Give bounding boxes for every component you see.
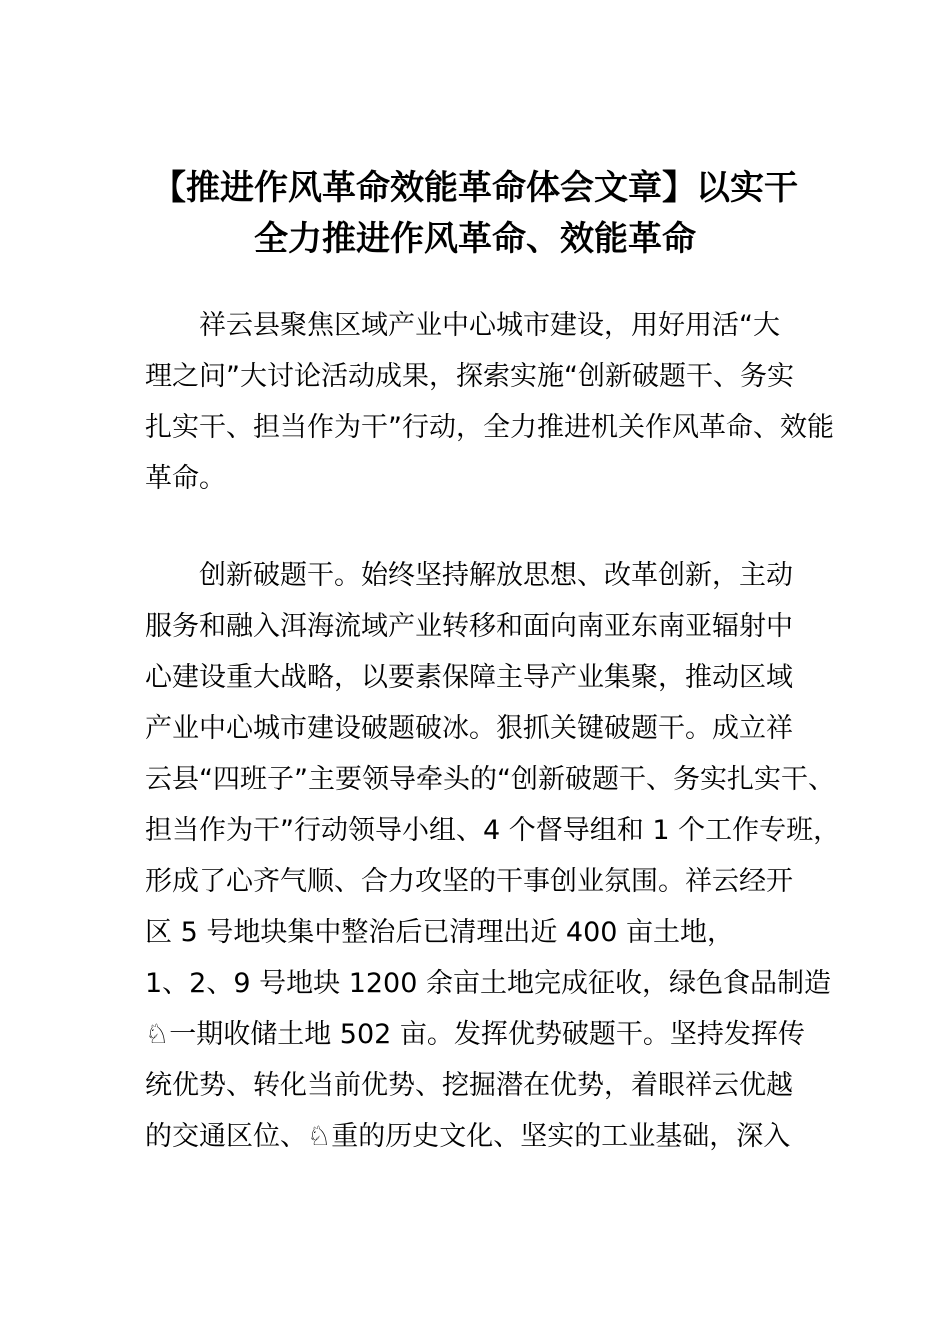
paragraph-line: 理之问”大讨论活动成果，探索实施“创新破题干、务实 xyxy=(145,361,794,392)
paragraph-line: 革命。 xyxy=(145,463,226,494)
paragraph-line: 云县“四班子”主要领导牵头的“创新破题干、务实扎实干、 xyxy=(145,764,835,795)
paragraph-line: 祥云县聚焦区域产业中心城市建设，用好用活“大 xyxy=(199,310,780,341)
document-title-line-2: 全力推进作风革命、效能革命 xyxy=(254,219,696,259)
paragraph-line: 心建设重大战略，以要素保障主导产业集聚，推动区域 xyxy=(145,662,793,693)
paragraph-line: 1、2、9 号地块 1200 余亩土地完成征收，绿色食品制造 xyxy=(145,968,831,999)
paragraph-line: ♘一期收储土地 502 亩。发挥优势破题干。坚持发挥传 xyxy=(145,1019,805,1050)
paragraph-line: 形成了心齐气顺、合力攻坚的干事创业氛围。祥云经开 xyxy=(145,866,793,897)
paragraph-line: 担当作为干”行动领导小组、4 个督导组和 1 个工作专班， xyxy=(145,815,841,846)
paragraph-line: 产业中心城市建设破题破冰。狠抓关键破题干。成立祥 xyxy=(145,713,793,744)
paragraph-line: 统优势、转化当前优势、挖掘潜在优势，着眼祥云优越 xyxy=(145,1070,793,1101)
paragraph-line: 扎实干、担当作为干”行动，全力推进机关作风革命、效能 xyxy=(145,412,834,443)
paragraph-line: 的交通区位、♘重的历史文化、坚实的工业基础，深入 xyxy=(145,1121,791,1152)
paragraph-line: 服务和融入洱海流域产业转移和面向南亚东南亚辐射中 xyxy=(145,611,793,642)
paragraph-line: 创新破题干。始终坚持解放思想、改革创新，主动 xyxy=(199,560,793,591)
paragraph-line: 区 5 号地块集中整治后已清理出近 400 亩土地， xyxy=(145,917,735,948)
document-title-line-1: 【推进作风革命效能革命体会文章】以实干 xyxy=(152,168,798,208)
